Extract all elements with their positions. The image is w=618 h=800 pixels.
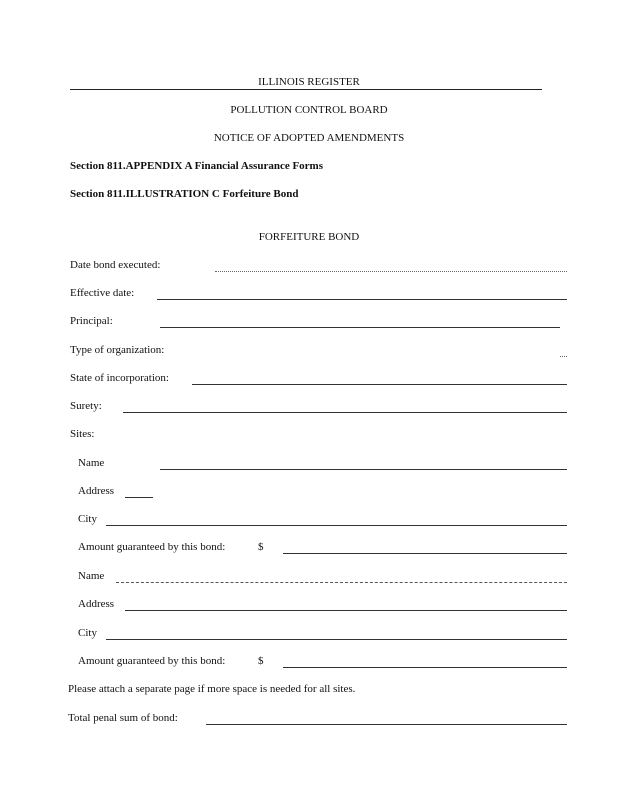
effective-date-field[interactable] bbox=[157, 299, 567, 300]
site2-city-field[interactable] bbox=[106, 639, 567, 640]
surety-label: Surety: bbox=[70, 400, 102, 412]
site1-address-label: Address bbox=[78, 485, 115, 497]
site2-address-field[interactable] bbox=[125, 610, 567, 611]
section-appendix-a: Section 811.APPENDIX A Financial Assurance Forms bbox=[70, 160, 324, 172]
site2-currency: $ bbox=[258, 655, 264, 667]
state-inc-label: State of incorporation: bbox=[70, 372, 169, 384]
section-illustration-c: Section 811.ILLUSTRATION C Forfeiture Bond bbox=[70, 188, 299, 200]
org-type-field[interactable] bbox=[560, 356, 567, 357]
site1-city-field[interactable] bbox=[106, 525, 567, 526]
site2-address-label: Address bbox=[78, 598, 115, 610]
principal-label: Principal: bbox=[70, 315, 113, 327]
form-title: FORFEITURE BOND bbox=[258, 231, 360, 243]
total-penal-label: Total penal sum of bond: bbox=[68, 712, 178, 724]
org-type-label: Type of organization: bbox=[70, 344, 165, 356]
site2-city-label: City bbox=[78, 627, 97, 639]
date-executed-label: Date bond executed: bbox=[70, 259, 161, 271]
principal-field[interactable] bbox=[160, 327, 560, 328]
site1-city-label: City bbox=[78, 513, 97, 525]
sites-label: Sites: bbox=[70, 428, 95, 440]
site2-name-field[interactable] bbox=[116, 582, 567, 583]
site1-name-label: Name bbox=[78, 457, 105, 469]
header-rule bbox=[70, 89, 542, 90]
site2-amount-field[interactable] bbox=[283, 667, 567, 668]
site1-amount-field[interactable] bbox=[283, 553, 567, 554]
state-inc-field[interactable] bbox=[192, 384, 567, 385]
site1-address-field[interactable] bbox=[125, 497, 153, 498]
site1-amount-label: Amount guaranteed by this bond: bbox=[78, 541, 226, 553]
site2-name-label: Name bbox=[78, 570, 105, 582]
date-executed-field[interactable] bbox=[215, 271, 567, 272]
attach-note: Please attach a separate page if more space is needed for all sites. bbox=[68, 683, 356, 695]
register-title: ILLINOIS REGISTER bbox=[258, 76, 360, 88]
total-penal-field[interactable] bbox=[206, 724, 567, 725]
site1-name-field[interactable] bbox=[160, 469, 567, 470]
effective-date-label: Effective date: bbox=[70, 287, 135, 299]
board-title: POLLUTION CONTROL BOARD bbox=[230, 104, 388, 116]
notice-title: NOTICE OF ADOPTED AMENDMENTS bbox=[213, 132, 405, 144]
surety-field[interactable] bbox=[123, 412, 567, 413]
site1-currency: $ bbox=[258, 541, 264, 553]
site2-amount-label: Amount guaranteed by this bond: bbox=[78, 655, 226, 667]
